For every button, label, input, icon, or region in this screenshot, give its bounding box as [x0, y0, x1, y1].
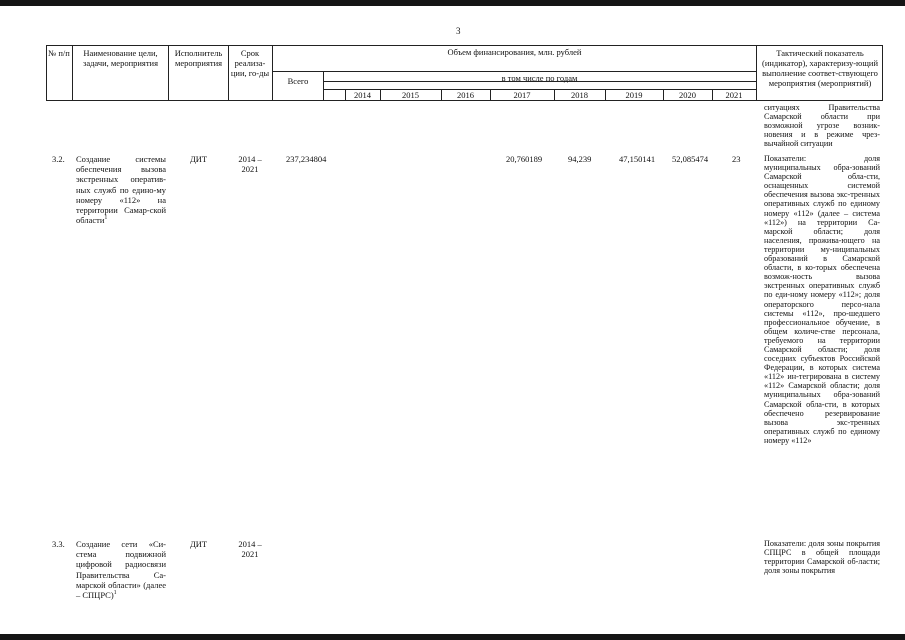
header-year-2014: 2014 [354, 90, 371, 100]
row-3-3-indicators: Показатели: доля зоны покрытия СПЦРС в общей площади территории Самарской об-ласти; доля зоны покрытия [764, 539, 880, 576]
header-total: Всего [287, 76, 309, 86]
row-3-2-name-text: Создание системы обеспечения вызова экстренных оператив-ных служб по едино-му номеру «112» на территории Самар-ской области [76, 154, 166, 226]
row-3-3-term: 2014 – 2021 [238, 539, 262, 560]
header-year-2018: 2018 [571, 90, 588, 100]
row-3-3-footnote: 1 [113, 590, 117, 597]
header-year-2020: 2020 [679, 90, 696, 100]
row-3-2-2019: 47,150141 [619, 154, 656, 164]
row-3-2-footnote: 1 [104, 215, 108, 222]
header-funding: Объем финансирования, млн. рублей [447, 47, 582, 57]
header-indicator: Тактический показатель (индикатор), характеризу-ющий выполнение соответ-ствующего мероприятия (мероприятий) [761, 48, 879, 88]
header-term: Срок реализа-ции, го-ды [230, 48, 270, 78]
header-name: Наименование цели, задачи, мероприятия [82, 48, 159, 68]
page-number: 3 [456, 26, 461, 36]
row-3-2-executor: ДИТ [190, 154, 208, 164]
row-3-3-num: 3.3. [52, 539, 65, 549]
row-3-2-term: 2014 – 2021 [238, 154, 262, 175]
header-year-2021: 2021 [725, 90, 743, 100]
row-3-3-name [76, 539, 166, 600]
row-3-2-indicators: Показатели: доля муниципальных обра-зований Самарской обла-сти, оснащенных системой обеспечения вызова экс-тренных оперативных служб по единому номеру «112» (далее – система «112») на территории Са-марской области; доля населения, прожива-ющего на территории му-ниципальных образований в Самарской области, в ко-торых обеспечена возмож-ность вызова экстренных оперативных служб по еди-ному номеру «112»; доля операторского персо-нала системы «112», про-шедшего профессиональное обучение, в общем количе-стве персонала, требуемого на территории Самарской области; доля соседних субъектов Российской Федерации, в которых система «112» ин-тегрирована в систему «112» Самарской области; доля муниципальных обра-зований Самарской обла-сти, в которых обеспечено резервирование вызова экс-тренных оперативных служб по единому номеру «112» [764, 154, 880, 445]
row-3-3-executor: ДИТ [190, 539, 208, 549]
row-3-2-2021: 23 [732, 154, 741, 164]
header-year-2016: 2016 [457, 90, 474, 100]
row-3-2-2017: 20,760189 [506, 154, 543, 164]
header-year-2017: 2017 [513, 90, 531, 100]
row-3-2-total: 237,234804 [286, 154, 327, 164]
row-3-2-name [76, 154, 166, 225]
header-year-2015: 2015 [402, 90, 419, 100]
header-num: № п/п [48, 48, 70, 58]
header-executor: Исполнитель мероприятия [174, 48, 223, 68]
row-3-2-num: 3.2. [52, 154, 65, 164]
indicator-continuation: ситуациях Правительства Самарской области при возможной угрозе возник-новения и в режиме чрез-вычайной ситуации [764, 103, 880, 149]
header-by-years: в том числе по годам [501, 73, 578, 83]
header-year-2019: 2019 [625, 90, 643, 100]
top-border [0, 0, 905, 6]
row-3-3-name-text: Создание сети «Си-стема подвижной цифровой радиосвязи Правительства Са-марской области» (далее – СПЦРС) [76, 539, 166, 601]
row-3-2-2020: 52,085474 [672, 154, 709, 164]
bottom-border [0, 634, 905, 640]
row-3-2-2018: 94,239 [568, 154, 592, 164]
